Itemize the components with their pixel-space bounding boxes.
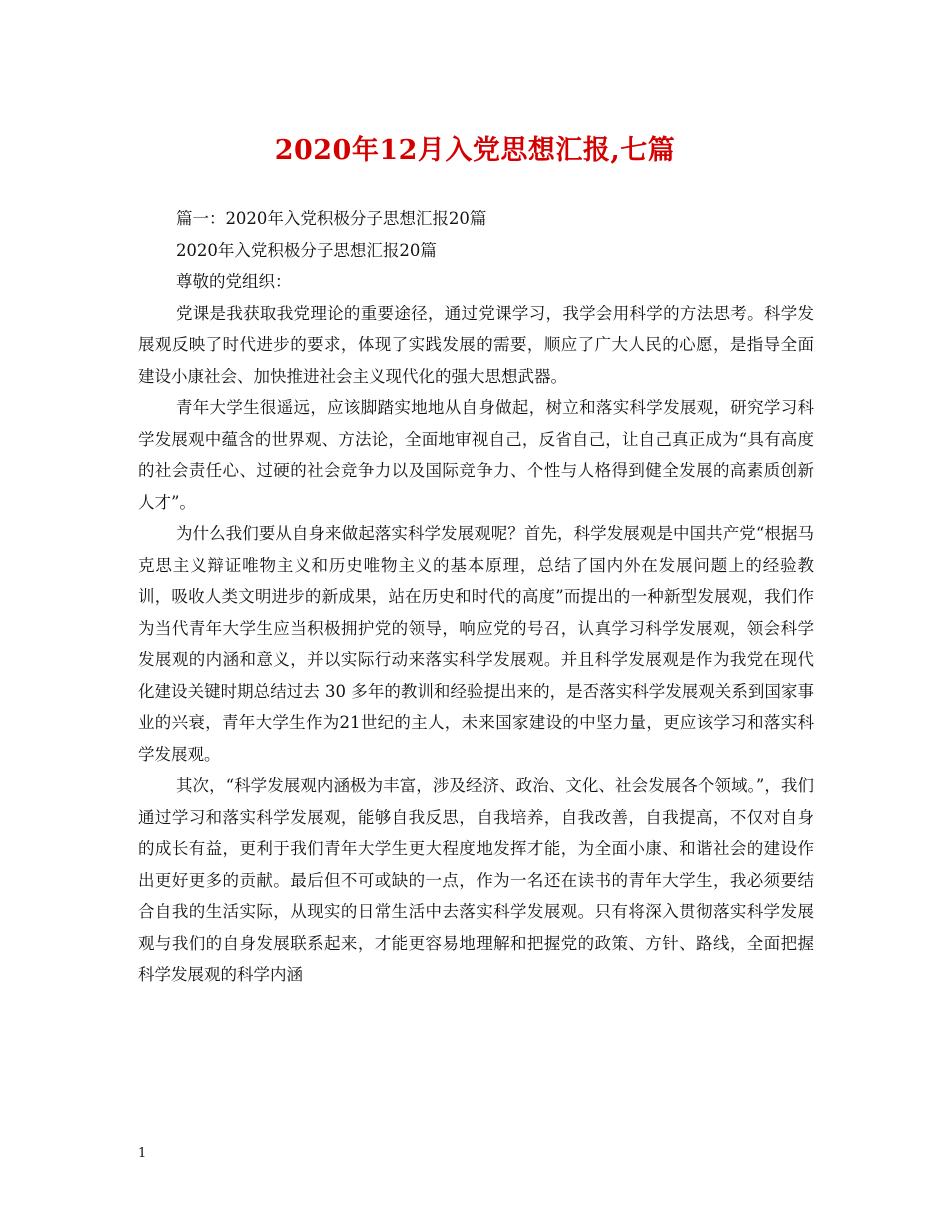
paragraph: 其次，“科学发展观内涵极为丰富，涉及经济、政治、文化、社会发展各个领域。”，我们通过学习和落实科学发展观，能够自我反思，自我培养，自我改善，自我提高，不仅对自身的成长有益，更利于我们青年大学生更大程度地发挥才能，为全面小康、和谐社会的建设作出更好更多的贡献。最后但不可或缺的一点，作为一名还在读书的青年大学生，我必须要结合自我的生活实际，从现实的日常生活中去落实科学发展观。只有将深入贯彻落实科学发展观与我们的自身发展联系起来，才能更容易地理解和把握党的政策、方针、路线，全面把握科学发展观的科学内涵 xyxy=(138,776,814,984)
salutation: 尊敬的党组织： xyxy=(175,272,292,291)
page-number: 1 xyxy=(138,1146,147,1161)
document-body xyxy=(138,203,814,991)
sub-heading: 2020年入党积极分子思想汇报20篇 xyxy=(175,240,437,260)
paragraph: 为什么我们要从自身来做起落实科学发展观呢？首先，科学发展观是中国共产党“根据马克思主义辩证唯物主义和历史唯物主义的基本原理，总结了国内外在发展问题上的经验教训，吸收人类文明进步的新成果，站在历史和时代的高度”而提出的一种新型发展观，我们作为当代青年大学生应当积极拥护党的领导，响应党的号召，认真学习科学发展观，领会科学发展观的内涵和意义，并以实际行动来落实科学发展观。并且科学发展观是作为我党在现代化建设关键时期总结过去 30 多年的教训和经验提出来的，是否落实科学发展观关系到国家事业的兴衰，青年大学生作为21世纪的主人，未来国家建设的中坚力量，更应该学习和落实科学发展观。 xyxy=(138,524,814,764)
document-title: 2020年12月入党思想汇报,七篇 xyxy=(274,135,676,166)
paragraph: 青年大学生很遥远，应该脚踏实地地从自身做起，树立和落实科学发展观，研究学习科学发展观中蕴含的世界观、方法论，全面地审视自己，反省自己，让自己真正成为“具有高度的社会责任心、过硬的社会竞争力以及国际竞争力、个性与人格得到健全发展的高素质创新人才”。 xyxy=(138,398,814,512)
paragraph: 党课是我获取我党理论的重要途径，通过党课学习，我学会用科学的方法思考。科学发展观反映了时代进步的要求，体现了实践发展的需要，顺应了广大人民的心愿，是指导全面建设小康社会、加快推进社会主义现代化的强大思想武器。 xyxy=(138,303,814,386)
section-heading: 篇一：2020年入党积极分子思想汇报20篇 xyxy=(175,209,487,228)
